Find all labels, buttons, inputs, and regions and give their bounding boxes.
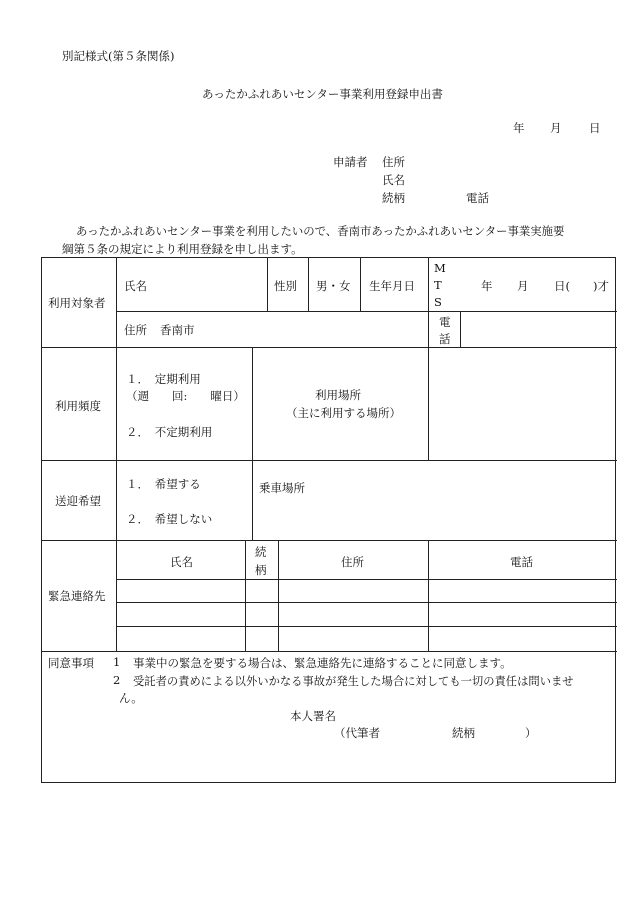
era-m: M — [434, 261, 446, 275]
consent-item1-text: 事業中の緊急を要する場合は、緊急連絡先に連絡することに同意します。 — [133, 656, 512, 670]
row-divider — [116, 626, 617, 627]
emergency-contact-label: 緊急連絡先 — [48, 589, 106, 603]
consent-item2-text-line2: ん。 — [119, 691, 143, 705]
dob-year-label: 年 — [481, 279, 493, 293]
applicant-relation-label: 続柄 — [382, 191, 405, 205]
emergency-col-relation-bottom: 柄 — [255, 563, 267, 577]
transport-label: 送迎希望 — [55, 494, 101, 508]
cell-divider — [428, 540, 429, 651]
era-t: T — [434, 278, 442, 292]
user-address-label: 住所 — [124, 323, 147, 337]
date-month-label: 月 — [550, 121, 562, 135]
applicant-address-label: 住所 — [382, 155, 405, 169]
gender-value: 男・女 — [316, 279, 351, 293]
signature-label: 本人署名 — [290, 709, 336, 723]
applicant-name-label: 氏名 — [382, 173, 405, 187]
proxy-relation-label: 続柄 — [452, 726, 475, 740]
row-divider — [42, 651, 617, 652]
cell-divider — [267, 258, 268, 311]
consent-item2-text-line1: 受託者の責めによる以外いかなる事故が発生した場合に対しても一切の責任は問いませ — [133, 675, 574, 688]
user-phone-label-top: 電 — [439, 315, 451, 329]
cell-divider — [428, 258, 429, 347]
transport-option-yes: １． 希望する — [126, 477, 201, 491]
usage-place-label: 利用場所 — [315, 388, 361, 402]
frequency-label: 利用頻度 — [55, 399, 101, 413]
dob-month-label: 月 — [517, 279, 529, 293]
registration-form-table — [41, 257, 616, 783]
intro-text-line1: あったかふれあいセンター事業を利用したいので、香南市あったかふれあいセンター事業実施要 — [76, 224, 565, 238]
pickup-place-label: 乗車場所 — [259, 481, 305, 495]
date-year-label: 年 — [513, 121, 525, 135]
dob-label: 生年月日 — [369, 279, 415, 293]
era-s: S — [434, 295, 442, 309]
user-section-label: 利用対象者 — [48, 296, 106, 310]
document-title: あったかふれあいセンター事業利用登録申出書 — [202, 87, 443, 101]
user-name-label: 氏名 — [124, 279, 147, 293]
dob-day-label: 日( — [554, 279, 570, 293]
proxy-close-paren: ） — [525, 726, 537, 740]
user-phone-label-bottom: 話 — [439, 332, 451, 346]
form-number-label: 別記様式(第５条関係) — [62, 49, 175, 63]
applicant-label: 申請者 — [333, 155, 368, 169]
age-suffix: )才 — [593, 279, 609, 293]
cell-divider — [308, 258, 309, 311]
cell-divider — [252, 347, 253, 540]
cell-divider — [278, 540, 279, 651]
consent-item2-number: 2 — [113, 673, 121, 687]
cell-divider — [460, 311, 461, 347]
emergency-col-address: 住所 — [341, 555, 364, 569]
label-column-divider — [116, 258, 117, 651]
consent-item1-number: 1 — [113, 655, 121, 669]
proxy-writer-label: （代筆者 — [334, 726, 380, 740]
emergency-col-relation-top: 続 — [255, 545, 267, 559]
row-divider — [42, 540, 617, 541]
transport-option-no: ２． 希望しない — [126, 512, 213, 526]
cell-divider — [360, 258, 361, 311]
consent-label: 同意事項 — [48, 656, 94, 670]
row-divider — [116, 579, 617, 580]
row-divider — [42, 347, 617, 348]
date-day-label: 日 — [589, 121, 601, 135]
row-divider — [116, 311, 617, 312]
frequency-option-regular-detail: （週 回: 曜日） — [126, 389, 245, 403]
usage-place-sublabel: （主に利用する場所） — [286, 406, 401, 420]
cell-divider — [428, 347, 429, 460]
gender-label: 性別 — [274, 279, 297, 293]
intro-text-line2: 綱第５条の規定により利用登録を申し出ます。 — [62, 242, 303, 256]
cell-divider — [245, 540, 246, 651]
user-address-value: 香南市 — [160, 323, 195, 337]
emergency-col-name: 氏名 — [170, 555, 193, 569]
emergency-col-phone: 電話 — [510, 555, 533, 569]
row-divider — [116, 602, 617, 603]
applicant-phone-label: 電話 — [466, 191, 489, 205]
frequency-option-irregular: ２． 不定期利用 — [126, 425, 213, 439]
row-divider — [42, 460, 617, 461]
frequency-option-regular: １． 定期利用 — [126, 372, 201, 386]
